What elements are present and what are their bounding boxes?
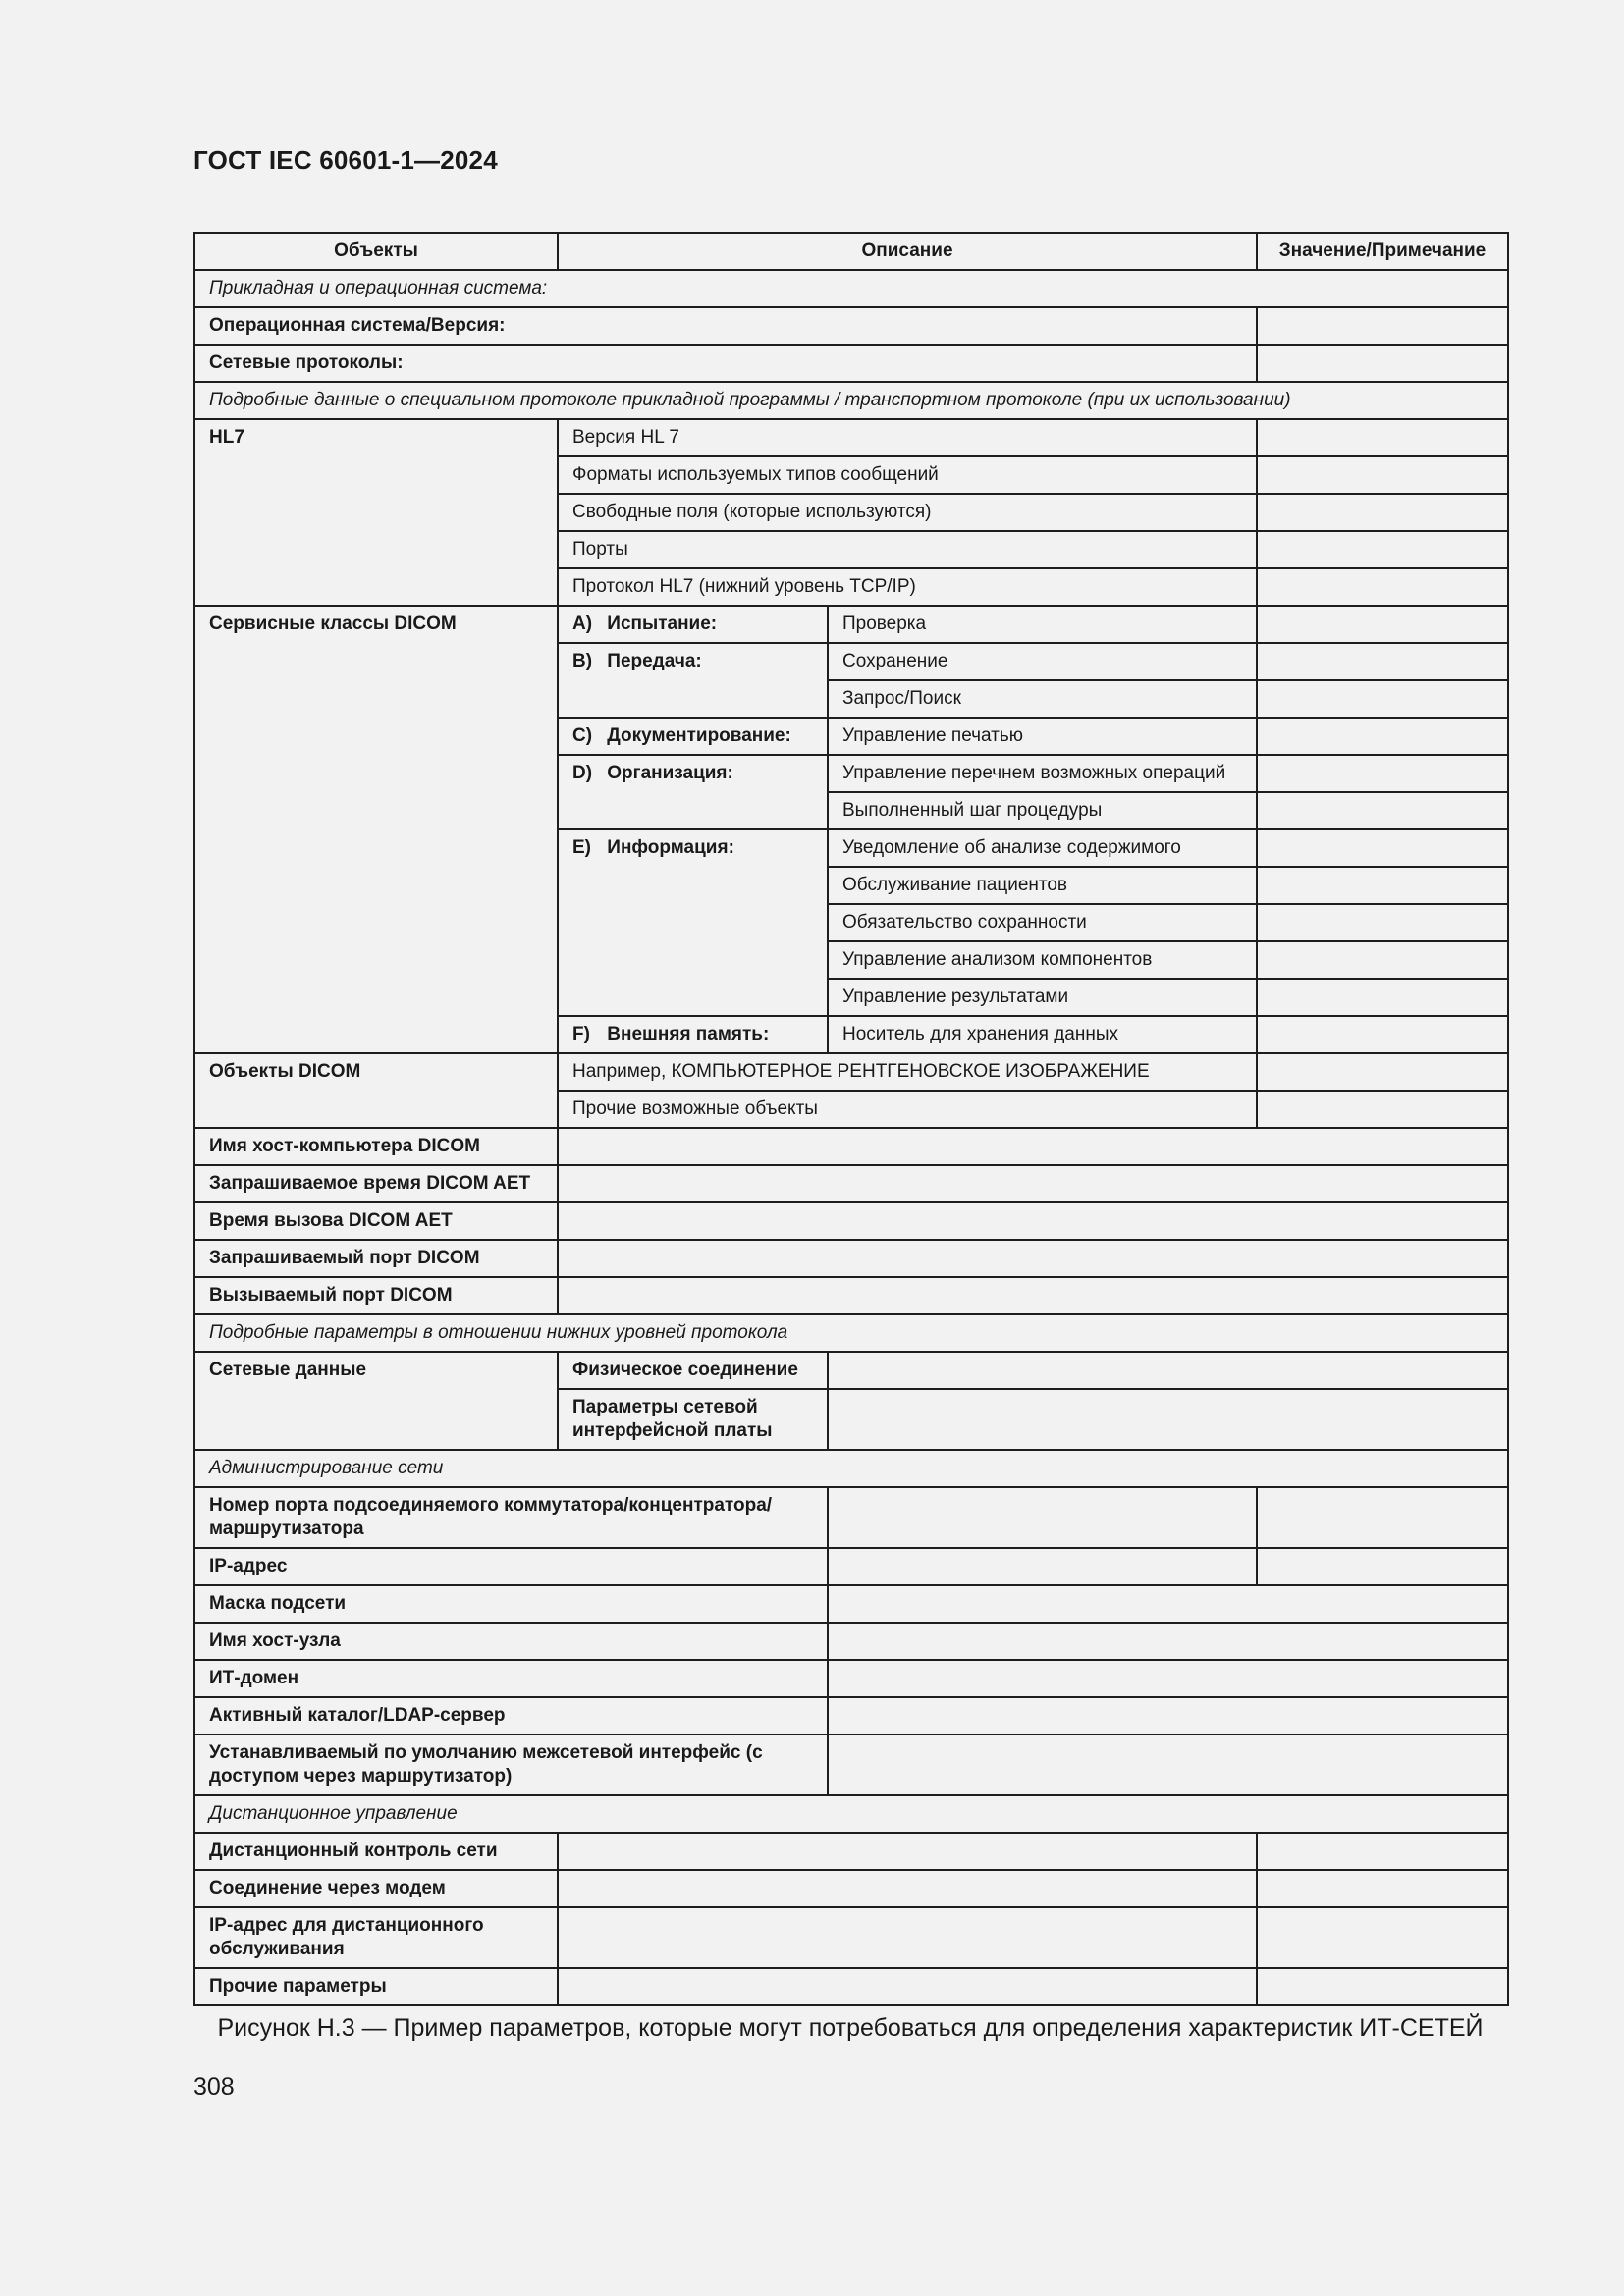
table-row bbox=[194, 1202, 1508, 1240]
section-lower-protocol: Подробные параметры в отношении нижних уровней протокола bbox=[194, 1314, 1508, 1352]
value-cell bbox=[1257, 568, 1508, 606]
value-cell bbox=[558, 1833, 1257, 1870]
table-row bbox=[194, 1623, 1508, 1660]
value-cell bbox=[1257, 1870, 1508, 1907]
admin-row-label: Номер порта подсоединяемого коммутатора/концентратора/маршрутизатора bbox=[194, 1487, 828, 1548]
value-cell bbox=[558, 1128, 1508, 1165]
network-data-item: Физическое соединение bbox=[558, 1352, 828, 1389]
section-remote-control: Дистанционное управление bbox=[194, 1795, 1508, 1833]
dicom-group-a: A) Испытание: bbox=[558, 606, 828, 643]
value-cell bbox=[828, 1487, 1257, 1548]
value-cell bbox=[1257, 307, 1508, 345]
value-cell bbox=[558, 1240, 1508, 1277]
value-cell bbox=[558, 1165, 1508, 1202]
table-row bbox=[194, 419, 1508, 456]
dicom-group-e: E) Информация: bbox=[558, 829, 828, 1016]
value-cell bbox=[1257, 1968, 1508, 2005]
value-cell bbox=[1257, 456, 1508, 494]
table-row bbox=[194, 1660, 1508, 1697]
dicom-group-c: C) Документирование: bbox=[558, 718, 828, 755]
network-data-label: Сетевые данные bbox=[194, 1352, 558, 1450]
dicom-row-label: Вызываемый порт DICOM bbox=[194, 1277, 558, 1314]
hl7-item: Протокол HL7 (нижний уровень TCP/IP) bbox=[558, 568, 1257, 606]
remote-row-label: Дистанционный контроль сети bbox=[194, 1833, 558, 1870]
dicom-row-label: Имя хост-компьютера DICOM bbox=[194, 1128, 558, 1165]
table-row bbox=[194, 1968, 1508, 2005]
hl7-item: Свободные поля (которые используются) bbox=[558, 494, 1257, 531]
column-header-value-note: Значение/Примечание bbox=[1257, 233, 1508, 270]
document-title: ГОСТ IEC 60601-1—2024 bbox=[193, 145, 498, 175]
row-os-version: Операционная система/Версия: bbox=[194, 307, 1257, 345]
dicom-service-item: Уведомление об анализе содержимого bbox=[828, 829, 1257, 867]
row-net-protocols: Сетевые протоколы: bbox=[194, 345, 1257, 382]
table-header-row bbox=[194, 233, 1508, 270]
admin-row-label: Имя хост-узла bbox=[194, 1623, 828, 1660]
value-cell bbox=[828, 1697, 1508, 1735]
table-row bbox=[194, 1907, 1508, 1968]
value-cell bbox=[558, 1968, 1257, 2005]
table-row bbox=[194, 1697, 1508, 1735]
dicom-service-item: Выполненный шаг процедуры bbox=[828, 792, 1257, 829]
value-cell bbox=[828, 1623, 1508, 1660]
admin-row-label: ИТ-домен bbox=[194, 1660, 828, 1697]
value-cell bbox=[1257, 680, 1508, 718]
section-protocol-details: Подробные данные о специальном протоколе прикладной программы / транспортном протоколе (при их использовании) bbox=[194, 382, 1508, 419]
value-cell bbox=[1257, 1548, 1508, 1585]
dicom-service-item: Управление печатью bbox=[828, 718, 1257, 755]
value-cell bbox=[1257, 867, 1508, 904]
hl7-label: HL7 bbox=[194, 419, 558, 606]
page-number: 308 bbox=[193, 2073, 235, 2101]
section-row bbox=[194, 1795, 1508, 1833]
table-row bbox=[194, 1870, 1508, 1907]
value-cell bbox=[1257, 829, 1508, 867]
value-cell bbox=[1257, 755, 1508, 792]
value-cell bbox=[828, 1352, 1508, 1389]
dicom-row-label: Запрашиваемое время DICOM AET bbox=[194, 1165, 558, 1202]
value-cell bbox=[1257, 643, 1508, 680]
table-row bbox=[194, 1277, 1508, 1314]
value-cell bbox=[1257, 1833, 1508, 1870]
value-cell bbox=[1257, 904, 1508, 941]
table-row bbox=[194, 1053, 1508, 1091]
value-cell bbox=[828, 1735, 1508, 1795]
value-cell bbox=[828, 1389, 1508, 1450]
dicom-row-label: Время вызова DICOM AET bbox=[194, 1202, 558, 1240]
dicom-group-f: F) Внешняя память: bbox=[558, 1016, 828, 1053]
dicom-objects-label: Объекты DICOM bbox=[194, 1053, 558, 1128]
remote-row-label: Прочие параметры bbox=[194, 1968, 558, 2005]
value-cell bbox=[1257, 718, 1508, 755]
dicom-service-item: Управление перечнем возможных операций bbox=[828, 755, 1257, 792]
table-row bbox=[194, 1352, 1508, 1389]
value-cell bbox=[828, 1660, 1508, 1697]
value-cell bbox=[1257, 345, 1508, 382]
table-row bbox=[194, 1735, 1508, 1795]
section-row bbox=[194, 1314, 1508, 1352]
section-row bbox=[194, 270, 1508, 307]
dicom-service-item: Обязательство сохранности bbox=[828, 904, 1257, 941]
value-cell bbox=[1257, 941, 1508, 979]
value-cell bbox=[1257, 792, 1508, 829]
it-network-parameters-table bbox=[193, 232, 1509, 2006]
table-row bbox=[194, 1487, 1508, 1548]
table-row bbox=[194, 1165, 1508, 1202]
value-cell bbox=[1257, 531, 1508, 568]
dicom-object-item: Прочие возможные объекты bbox=[558, 1091, 1257, 1128]
admin-row-label: Активный каталог/LDAP-сервер bbox=[194, 1697, 828, 1735]
value-cell bbox=[558, 1277, 1508, 1314]
network-data-item: Параметры сетевой интерфейсной платы bbox=[558, 1389, 828, 1450]
value-cell bbox=[1257, 1016, 1508, 1053]
dicom-object-item: Например, КОМПЬЮТЕРНОЕ РЕНТГЕНОВСКОЕ ИЗОБРАЖЕНИЕ bbox=[558, 1053, 1257, 1091]
dicom-service-item: Носитель для хранения данных bbox=[828, 1016, 1257, 1053]
value-cell bbox=[1257, 494, 1508, 531]
table-row bbox=[194, 345, 1508, 382]
column-header-description: Описание bbox=[558, 233, 1257, 270]
value-cell bbox=[558, 1870, 1257, 1907]
value-cell bbox=[1257, 1487, 1508, 1548]
section-row bbox=[194, 1450, 1508, 1487]
admin-row-label: IP-адрес bbox=[194, 1548, 828, 1585]
value-cell bbox=[1257, 1053, 1508, 1091]
dicom-service-item: Управление результатами bbox=[828, 979, 1257, 1016]
value-cell bbox=[558, 1907, 1257, 1968]
admin-row-label: Маска подсети bbox=[194, 1585, 828, 1623]
admin-row-label: Устанавливаемый по умолчанию межсетевой интерфейс (с доступом через маршрутизатор) bbox=[194, 1735, 828, 1795]
table-row bbox=[194, 606, 1508, 643]
remote-row-label: Соединение через модем bbox=[194, 1870, 558, 1907]
hl7-item: Порты bbox=[558, 531, 1257, 568]
dicom-service-item: Проверка bbox=[828, 606, 1257, 643]
section-app-os: Прикладная и операционная система: bbox=[194, 270, 1508, 307]
table-row bbox=[194, 1833, 1508, 1870]
value-cell bbox=[1257, 419, 1508, 456]
table-row bbox=[194, 1128, 1508, 1165]
hl7-item: Версия HL 7 bbox=[558, 419, 1257, 456]
value-cell bbox=[828, 1585, 1508, 1623]
figure-caption: Рисунок Н.3 — Пример параметров, которые могут потребоваться для определения характеристик ИТ-СЕТЕЙ bbox=[217, 2014, 1484, 2042]
value-cell bbox=[1257, 1091, 1508, 1128]
dicom-service-item: Запрос/Поиск bbox=[828, 680, 1257, 718]
table-row bbox=[194, 1240, 1508, 1277]
dicom-row-label: Запрашиваемый порт DICOM bbox=[194, 1240, 558, 1277]
value-cell bbox=[1257, 1907, 1508, 1968]
value-cell bbox=[1257, 979, 1508, 1016]
section-network-admin: Администрирование сети bbox=[194, 1450, 1508, 1487]
remote-row-label: IP-адрес для дистанционного обслуживания bbox=[194, 1907, 558, 1968]
dicom-group-d: D) Организация: bbox=[558, 755, 828, 829]
value-cell bbox=[1257, 606, 1508, 643]
section-row bbox=[194, 382, 1508, 419]
table-row bbox=[194, 1585, 1508, 1623]
value-cell bbox=[828, 1548, 1257, 1585]
dicom-service-item: Сохранение bbox=[828, 643, 1257, 680]
hl7-item: Форматы используемых типов сообщений bbox=[558, 456, 1257, 494]
value-cell bbox=[558, 1202, 1508, 1240]
dicom-services-label: Сервисные классы DICOM bbox=[194, 606, 558, 1053]
dicom-service-item: Управление анализом компонентов bbox=[828, 941, 1257, 979]
table-row bbox=[194, 1548, 1508, 1585]
dicom-group-b: B) Передача: bbox=[558, 643, 828, 718]
table-row bbox=[194, 307, 1508, 345]
dicom-service-item: Обслуживание пациентов bbox=[828, 867, 1257, 904]
column-header-objects: Объекты bbox=[194, 233, 558, 270]
